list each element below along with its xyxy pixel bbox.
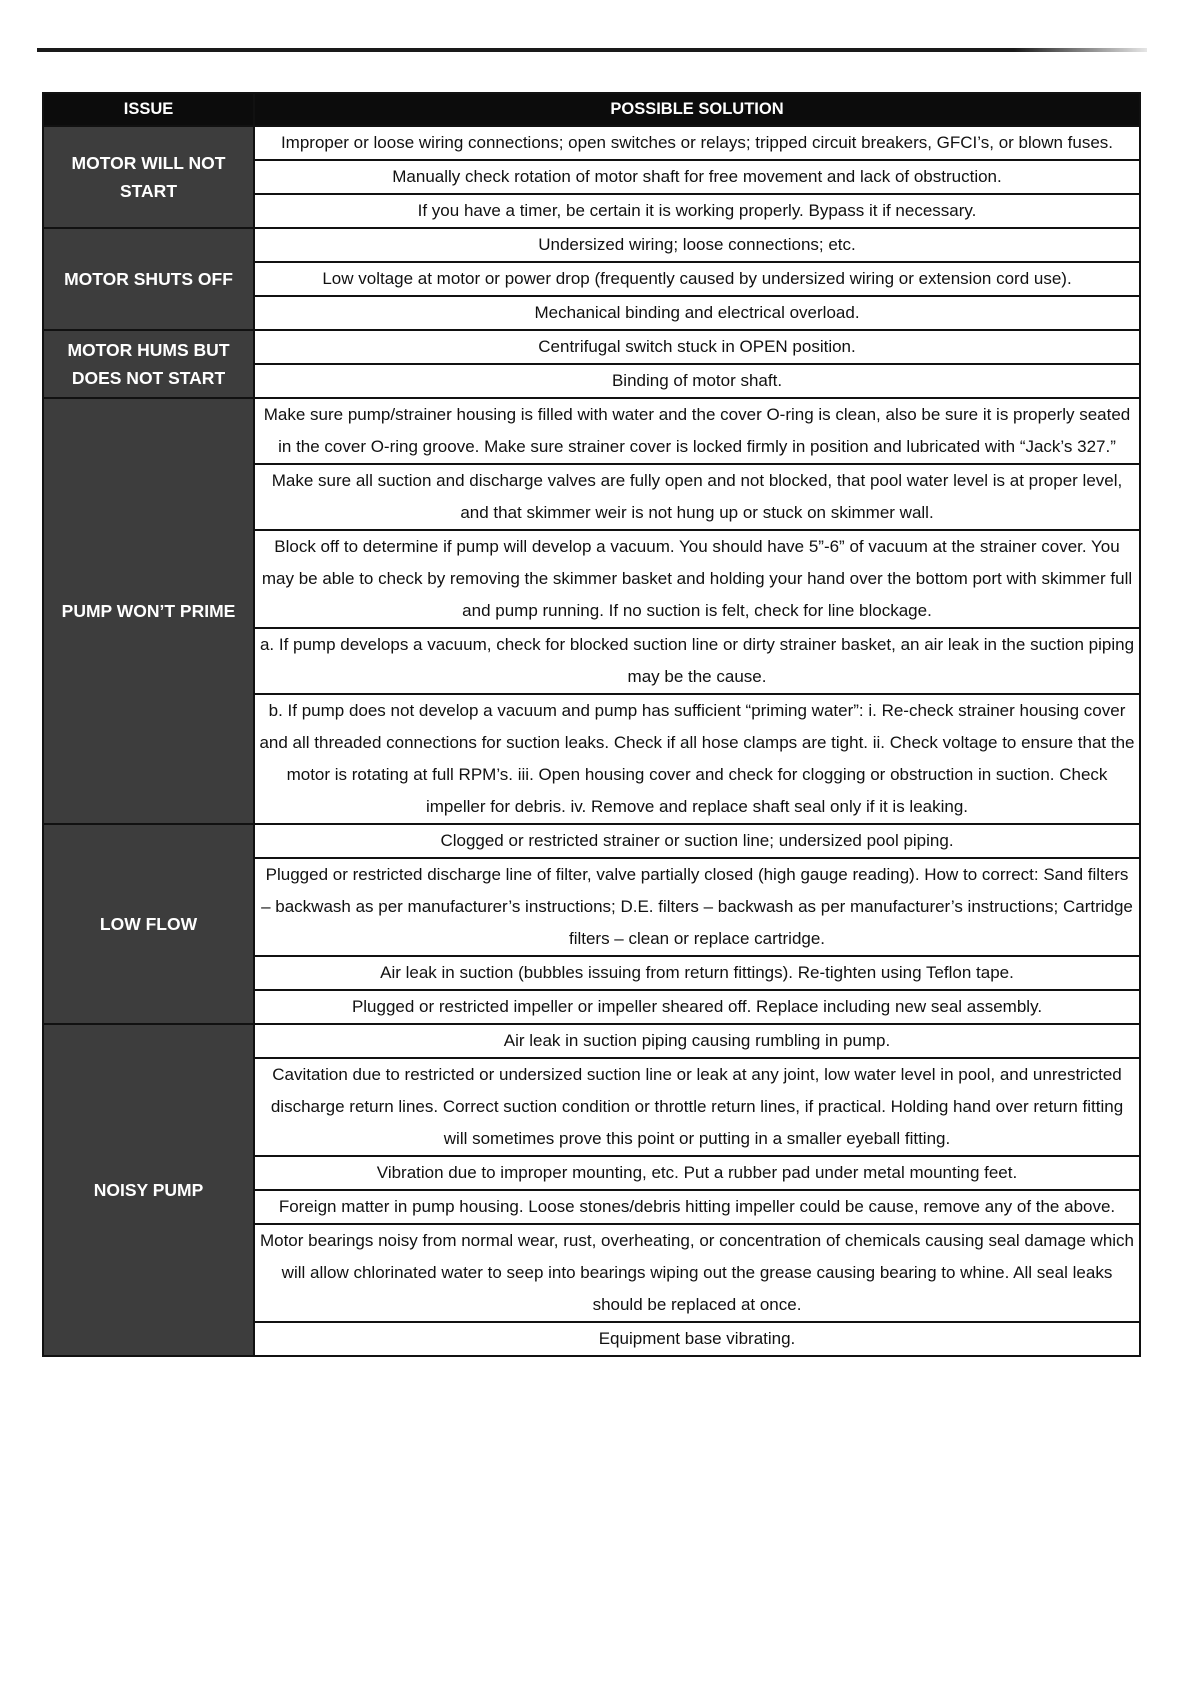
issue-cell: PUMP WON’T PRIME [43,398,254,824]
solution-cell: Air leak in suction (bubbles issuing from return fittings). Re-tighten using Teflon tape. [254,956,1140,990]
solution-cell: Plugged or restricted impeller or impeller sheared off. Replace including new seal assembly. [254,990,1140,1024]
solution-cell: Motor bearings noisy from normal wear, rust, overheating, or concentration of chemicals causing seal damage which will allow chlorinated water to seep into bearings wiping out the grease causing bearing to whine. All seal leaks should be replaced at once. [254,1224,1140,1322]
issue-cell: LOW FLOW [43,824,254,1024]
solution-cell: Vibration due to improper mounting, etc. Put a rubber pad under metal mounting feet. [254,1156,1140,1190]
solution-cell: Make sure pump/strainer housing is filled with water and the cover O-ring is clean, also be sure it is properly seated in the cover O-ring groove. Make sure strainer cover is locked firmly in position and lubricated with “Jack’s 327.” [254,398,1140,464]
solution-cell: Make sure all suction and discharge valves are fully open and not blocked, that pool water level is at proper level, and that skimmer weir is not hung up or stuck on skimmer wall. [254,464,1140,530]
table-row [43,126,1140,160]
solution-cell: Cavitation due to restricted or undersized suction line or leak at any joint, low water level in pool, and unrestricted discharge return lines. Correct suction condition or throttle return lines, if practical. Holding hand over return fitting will sometimes prove this point or putting in a smaller eyeball fitting. [254,1058,1140,1156]
solution-cell: Binding of motor shaft. [254,364,1140,398]
issue-column-header: ISSUE [43,93,254,126]
issue-cell: NOISY PUMP [43,1024,254,1356]
solution-cell: a. If pump develops a vacuum, check for blocked suction line or dirty strainer basket, an air leak in the suction piping may be the cause. [254,628,1140,694]
solution-cell: Plugged or restricted discharge line of filter, valve partially closed (high gauge reading). How to correct: Sand filters – backwash as per manufacturer’s instructions; D.E. filters – backwash as per manufacturer’s instructions; Cartridge filters – clean or replace cartridge. [254,858,1140,956]
solution-cell: Clogged or restricted strainer or suction line; undersized pool piping. [254,824,1140,858]
solution-cell: Undersized wiring; loose connections; etc. [254,228,1140,262]
solution-cell: Mechanical binding and electrical overload. [254,296,1140,330]
issue-cell: MOTOR WILL NOT START [43,126,254,228]
solution-cell: Centrifugal switch stuck in OPEN position. [254,330,1140,364]
solution-column-header: POSSIBLE SOLUTION [254,93,1140,126]
table-row [43,330,1140,364]
table-header-row [43,93,1140,126]
solution-cell: If you have a timer, be certain it is working properly. Bypass it if necessary. [254,194,1140,228]
solution-cell: Air leak in suction piping causing rumbling in pump. [254,1024,1140,1058]
solution-cell: Manually check rotation of motor shaft for free movement and lack of obstruction. [254,160,1140,194]
table-row [43,824,1140,858]
solution-cell: Equipment base vibrating. [254,1322,1140,1356]
table-row [43,1024,1140,1058]
solution-cell: Low voltage at motor or power drop (frequently caused by undersized wiring or extension cord use). [254,262,1140,296]
issue-cell: MOTOR HUMS BUT DOES NOT START [43,330,254,398]
solution-cell: Block off to determine if pump will develop a vacuum. You should have 5”-6” of vacuum at the strainer cover. You may be able to check by removing the skimmer basket and holding your hand over the bottom port with skimmer full and pump running. If no suction is felt, check for line blockage. [254,530,1140,628]
solution-cell: Foreign matter in pump housing. Loose stones/debris hitting impeller could be cause, remove any of the above. [254,1190,1140,1224]
troubleshooting-table [42,92,1141,1357]
table-row [43,398,1140,464]
top-rule [37,48,1147,52]
table-row [43,228,1140,262]
solution-cell: Improper or loose wiring connections; open switches or relays; tripped circuit breakers, GFCI’s, or blown fuses. [254,126,1140,160]
issue-cell: MOTOR SHUTS OFF [43,228,254,330]
solution-cell: b. If pump does not develop a vacuum and pump has sufficient “priming water”: i. Re-check strainer housing cover and all threaded connections for suction leaks. Check if all hose clamps are tight. ii. Check voltage to ensure that the motor is rotating at full RPM’s. iii. Open housing cover and check for clogging or obstruction in suction. Check impeller for debris. iv. Remove and replace shaft seal only if it is leaking. [254,694,1140,824]
